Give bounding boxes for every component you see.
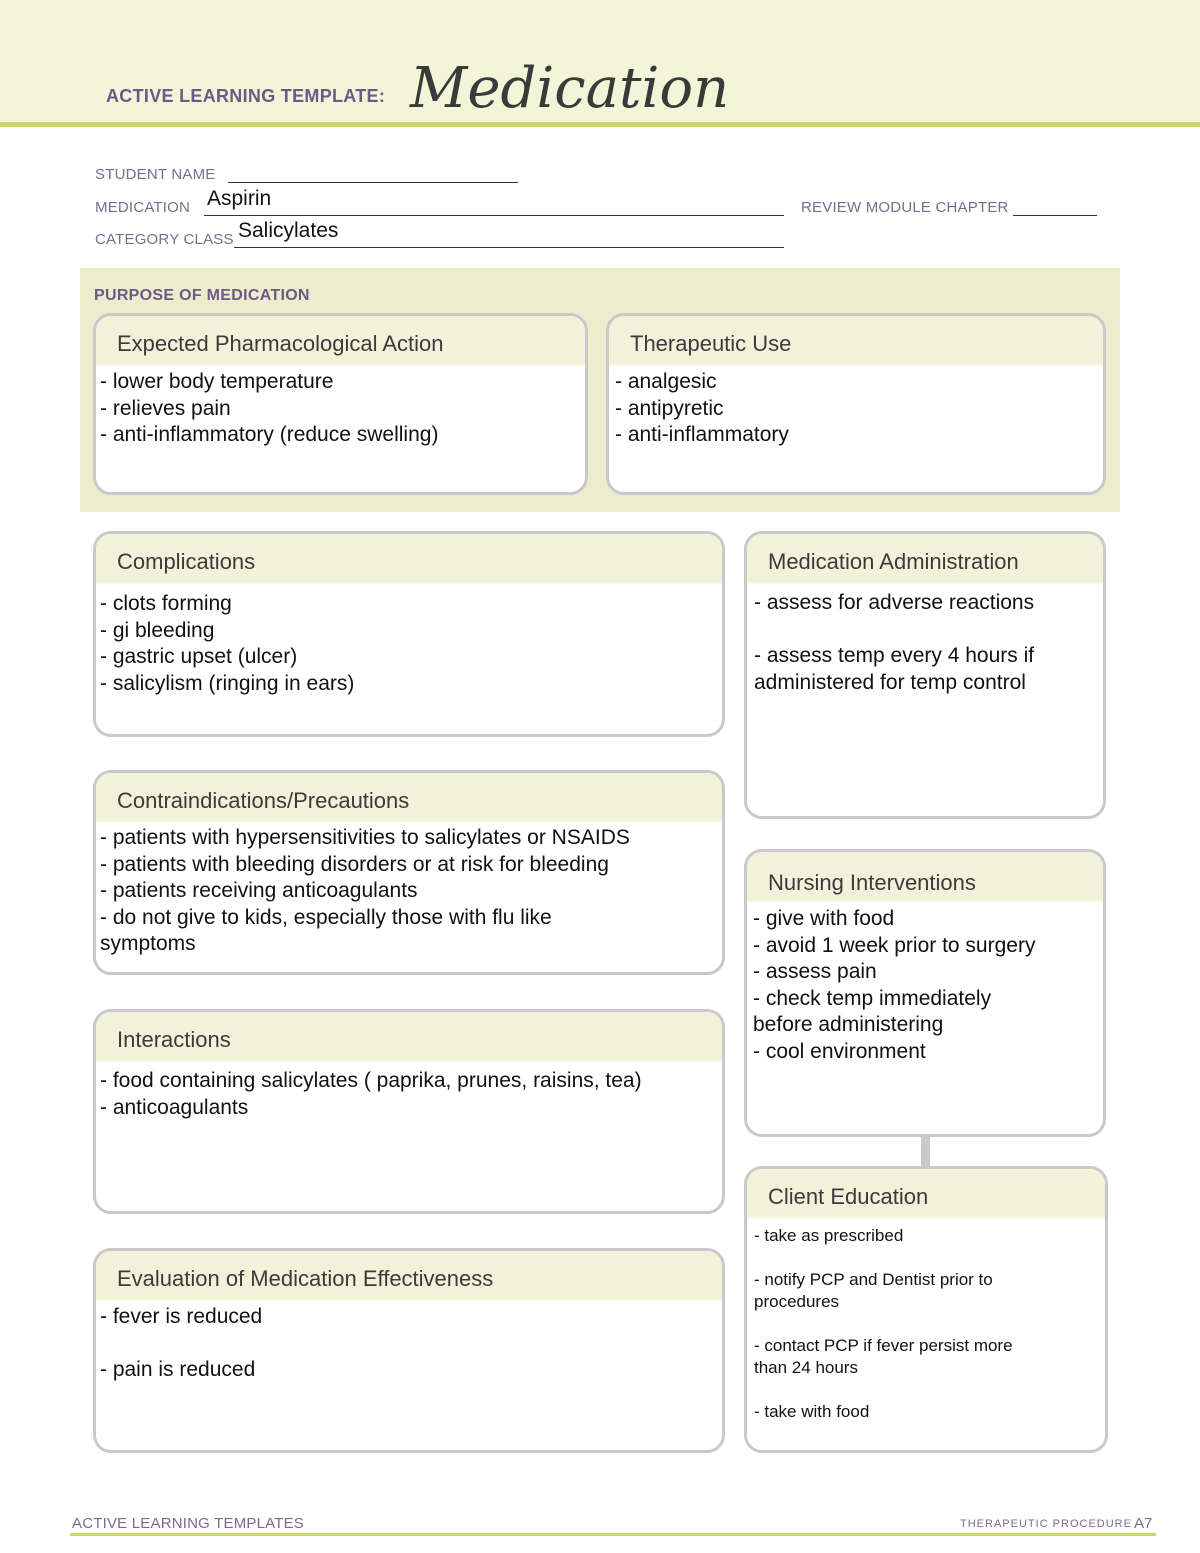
expected-action-line: - relieves pain — [100, 396, 231, 420]
contraindications-heading: Contraindications/Precautions — [96, 773, 722, 823]
complications-line: - gastric upset (ulcer) — [100, 645, 298, 668]
category-class-label: CATEGORY CLASS — [95, 231, 234, 248]
therapeutic-use-heading: Therapeutic Use — [609, 316, 1103, 366]
review-module-label: REVIEW MODULE CHAPTER — [801, 199, 1009, 216]
contraindications-body[interactable] — [96, 823, 722, 958]
administration-line — [754, 617, 1099, 644]
complications-body[interactable] — [96, 584, 722, 697]
interactions-line: - anticoagulants — [100, 1095, 249, 1119]
expected-action-line: - lower body temperature — [100, 370, 334, 393]
administration-line: - assess temp every 4 hours if — [754, 644, 1035, 667]
education-line: than 24 hours — [754, 1358, 858, 1377]
contraindications-line: - do not give to kids, especially those with flu like — [100, 905, 552, 929]
medication-line[interactable] — [204, 215, 784, 216]
therapeutic-use-card — [606, 313, 1106, 495]
evaluation-line: - fever is reduced — [100, 1305, 263, 1328]
education-line — [754, 1313, 1101, 1335]
education-line: - contact PCP if fever persist more — [754, 1336, 1013, 1355]
education-line — [754, 1379, 1101, 1401]
review-module-line[interactable] — [1013, 215, 1097, 216]
review-module-value — [1016, 187, 1022, 211]
administration-card — [744, 531, 1106, 819]
footer-left: ACTIVE LEARNING TEMPLATES — [72, 1515, 304, 1532]
category-class-line[interactable] — [234, 247, 784, 248]
nursing-card — [744, 849, 1106, 1137]
page-number: A7 — [1134, 1515, 1153, 1532]
education-line: - notify PCP and Dentist prior to — [754, 1270, 993, 1289]
evaluation-card — [93, 1248, 725, 1453]
nursing-line: - assess pain — [753, 960, 877, 983]
nursing-body[interactable] — [747, 902, 1103, 1065]
education-line: - take with food — [754, 1402, 870, 1421]
header-rule — [0, 122, 1200, 127]
complications-line: - clots forming — [100, 592, 232, 615]
expected-action-card — [93, 313, 588, 495]
medication-value: Aspirin — [207, 187, 272, 210]
complications-line: - gi bleeding — [100, 618, 215, 642]
contraindications-card — [93, 770, 725, 975]
student-name-value — [232, 158, 238, 182]
footer-rule — [70, 1533, 1156, 1536]
administration-heading: Medication Administration — [747, 534, 1103, 584]
contraindications-line: - patients with bleeding disorders or at risk for bleeding — [100, 852, 609, 876]
education-heading: Client Education — [747, 1169, 1105, 1219]
category-class-value: Salicylates — [238, 219, 339, 242]
expected-action-line: - anti-inflammatory (reduce swelling) — [100, 423, 439, 446]
complications-line: - salicylism (ringing in ears) — [100, 671, 355, 695]
therapeutic-use-body[interactable] — [609, 366, 1103, 449]
therapeutic-use-line: - antipyretic — [615, 396, 724, 420]
expected-action-body[interactable] — [96, 366, 585, 449]
card-connector — [921, 1136, 930, 1166]
complications-card — [93, 531, 725, 737]
contraindications-line: - patients receiving anticoagulants — [100, 879, 418, 902]
education-line: - take as prescribed — [754, 1226, 904, 1245]
interactions-body[interactable] — [96, 1062, 722, 1121]
medication-label: MEDICATION — [95, 199, 191, 216]
administration-body[interactable] — [747, 584, 1103, 696]
therapeutic-use-line: - analgesic — [615, 370, 717, 393]
template-label: ACTIVE LEARNING TEMPLATE: — [106, 86, 386, 106]
nursing-line: - avoid 1 week prior to surgery — [753, 933, 1036, 957]
education-body[interactable] — [747, 1219, 1105, 1423]
evaluation-body[interactable] — [96, 1301, 722, 1384]
therapeutic-use-line: - anti-inflammatory — [615, 423, 789, 446]
education-card — [744, 1166, 1108, 1453]
nursing-heading: Nursing Interventions — [747, 852, 1103, 902]
student-name-label: STUDENT NAME — [95, 166, 216, 183]
education-line — [754, 1247, 1101, 1269]
interactions-line: - food containing salicylates ( paprika, prunes, raisins, tea) — [100, 1069, 642, 1092]
footer-right: THERAPEUTIC PROCEDURE — [960, 1518, 1132, 1530]
nursing-line: - check temp immediately — [753, 986, 992, 1010]
contraindications-line: - patients with hypersensitivities to salicylates or NSAIDS — [100, 826, 630, 849]
administration-line: - assess for adverse reactions — [754, 591, 1035, 614]
nursing-line: - give with food — [753, 907, 895, 930]
interactions-card — [93, 1009, 725, 1214]
purpose-title: PURPOSE OF MEDICATION — [94, 287, 310, 304]
interactions-heading: Interactions — [96, 1012, 722, 1062]
nursing-line: - cool environment — [753, 1039, 926, 1063]
expected-action-heading: Expected Pharmacological Action — [96, 316, 585, 366]
page-title: Medication — [410, 56, 730, 121]
evaluation-line — [100, 1331, 718, 1358]
nursing-line: before administering — [753, 1013, 944, 1036]
education-line: procedures — [754, 1292, 840, 1311]
student-name-line[interactable] — [228, 182, 518, 183]
complications-heading: Complications — [96, 534, 722, 584]
administration-line: administered for temp control — [754, 670, 1026, 694]
evaluation-heading: Evaluation of Medication Effectiveness — [96, 1251, 722, 1301]
evaluation-line: - pain is reduced — [100, 1358, 256, 1381]
contraindications-line: symptoms — [100, 932, 196, 955]
